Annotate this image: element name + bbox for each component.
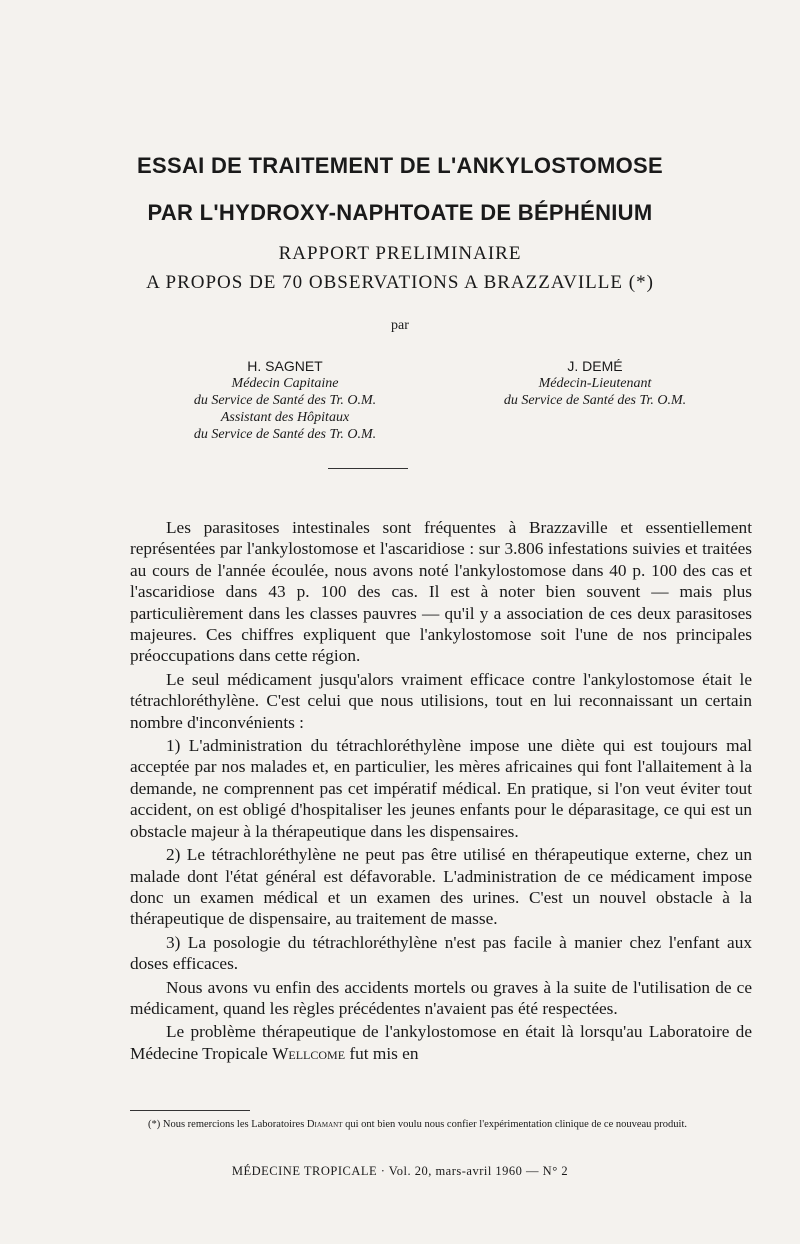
- article-title-line-2: PAR L'HYDROXY-NAPHTOATE DE BÉPHÉNIUM: [147, 200, 653, 225]
- author-role-line: du Service de Santé des Tr. O.M.: [193, 393, 377, 408]
- author-deme: [450, 358, 740, 409]
- body-paragraph: Le seul médicament jusqu'alors vraiment efficace contre l'ankylostomose était le tétrachloréthylène. C'est celui que nous utilisions, tout en lui reconnaissant un certain nombre d'inconvénients :: [130, 669, 752, 732]
- last-paragraph-tail: fut mis en: [345, 1043, 419, 1063]
- body-paragraph: Les parasitoses intestinales sont fréquentes à Brazzaville et essentiellement représentées par l'ankylostomose et l'ascaridiose : sur 3.806 infestations suivies et traitées au cours de l'année écoulée, nous avons noté l'ankylostomose dans 40 p. 100 des cas et l'ascaridiose dans 43 p. 100 des cas. Il est à noter bien souvent — mais plus particulièrement dans les classes pauvres — qu'il y a association de ces deux parasitoses majeures. Ces chiffres expliquent que l'ankylostomose soit l'une de nos principales préoccupations dans cette région.: [130, 518, 752, 666]
- footnote: [130, 1118, 752, 1131]
- body-paragraph-last: [130, 1021, 752, 1064]
- journal-footer: MÉDECINE TROPICALE · Vol. 20, mars-avril 1960 — N° 2: [231, 1164, 569, 1178]
- author-name: H. SAGNET: [247, 358, 323, 374]
- last-paragraph-text: Le problème thérapeutique de l'ankylostomose en était là lorsqu'au Laboratoire de Médecine Tropicale: [130, 1022, 752, 1063]
- author-role-line: Médecin-Lieutenant: [538, 376, 652, 391]
- company-name: Wellcome: [272, 1043, 346, 1063]
- body-paragraph: 2) Le tétrachloréthylène ne peut pas être utilisé en thérapeutique externe, chez un malade dont l'état général est défavorable. L'administration de ce médicament impose donc un examen médical et un examen des urines. C'est un nouvel obstacle à la thérapeutique de dispensaire, au traitement de masse.: [130, 845, 752, 929]
- subtitle-line-1: RAPPORT PRELIMINAIRE: [278, 243, 522, 264]
- footnote-tail: qui ont bien voulu nous confier l'expérimentation clinique de ce nouveau produit.: [342, 1119, 688, 1130]
- author-sagnet: [120, 358, 450, 443]
- author-role-line: Médecin Capitaine: [231, 376, 339, 391]
- author-role-line: du Service de Santé des Tr. O.M.: [503, 393, 687, 408]
- by-label: par: [391, 318, 409, 333]
- body-paragraph: 1) L'administration du tétrachloréthylène impose une diète qui est toujours mal acceptée par nos malades et, en particulier, les mères africaines qui font l'allaitement à la demande, ne comprennent pas cet impératif médical. En pratique, si l'on veut éviter tout accident, on est obligé d'hospitaliser les jeunes enfants pour le déparasitage, ce qui est un obstacle majeur à la thérapeutique dans les dispensaires.: [130, 736, 752, 841]
- article-body: [130, 517, 752, 1066]
- footnote-divider: [130, 1110, 250, 1111]
- subtitle-line-2: A PROPOS DE 70 OBSERVATIONS A BRAZZAVILLE (*): [146, 272, 654, 293]
- footnote-text: (*) Nous remercions les Laboratoires: [148, 1119, 307, 1130]
- body-paragraph: 3) La posologie du tétrachloréthylène n'est pas facile à manier chez l'enfant aux doses efficaces.: [130, 932, 752, 974]
- author-role-line: du Service de Santé des Tr. O.M.: [193, 427, 377, 442]
- header-divider: [328, 468, 408, 469]
- body-paragraph: Nous avons vu enfin des accidents mortels ou graves à la suite de l'utilisation de ce médicament, quand les règles précédentes n'avaient pas été respectées.: [130, 977, 752, 1018]
- author-name: J. DEMÉ: [567, 358, 623, 374]
- footnote-company: Diamant: [306, 1119, 343, 1130]
- article-title-line-1: ESSAI DE TRAITEMENT DE L'ANKYLOSTOMOSE: [137, 153, 663, 178]
- author-role-line: Assistant des Hôpitaux: [220, 410, 350, 425]
